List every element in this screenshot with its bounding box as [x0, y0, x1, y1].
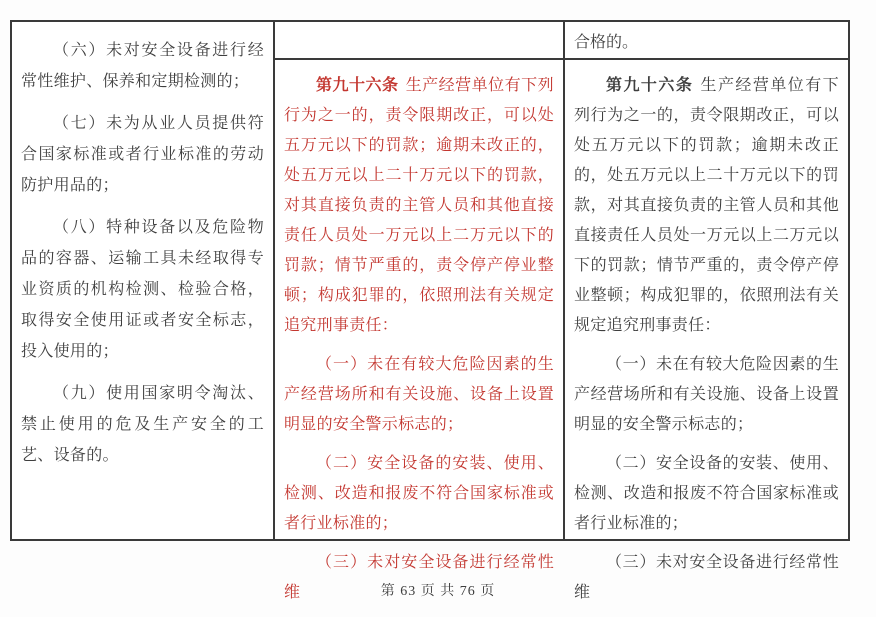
article-96-item-3-red: （三）未对安全设备进行经常性维 — [284, 554, 554, 601]
article-96-item-1-red: （一）未在有较大危险因素的生产经营场所和有关设施、设备上设置明显的安全警示标志的； — [284, 356, 554, 433]
article-96-intro-text-black: 生产经营单位有下列行为之一的，责令限期改正，可以处五万元以下的罚款；逾期未改正的，处五万元以上二十万元以下的罚款，对其直接负责的主管人员和其他直接责任人员处一万元以上二万元以下的罚款；情节严重的，责令停产停业整顿；构成犯罪的，依照刑法有关规定追究刑事责任： — [574, 77, 839, 334]
clause-8-paragraph: （八）特种设备以及危险物品的容器、运输工具未经取得专业资质的机构检测、检验合格，取得安全使用证或者安全标志，投入使用的； — [21, 219, 264, 360]
right-column — [565, 22, 848, 601]
right-article-cell — [565, 60, 848, 617]
page-footer: 第 63 页 共 76 页 — [380, 584, 496, 599]
article-96-item-2-black: （二）安全设备的安装、使用、检测、改造和报废不符合国家标准或者行业标准的； — [574, 455, 839, 532]
right-top-cell-text: 合格的。 — [574, 34, 639, 51]
article-96-item-1-black: （一）未在有较大危险因素的生产经营场所和有关设施、设备上设置明显的安全警示标志的； — [574, 356, 839, 433]
clause-6-paragraph: （六）未对安全设备进行经常性维护、保养和定期检测的； — [21, 42, 264, 90]
clause-7-paragraph: （七）未为从业人员提供符合国家标准或者行业标准的劳动防护用品的； — [21, 115, 264, 194]
article-96-number-black: 第九十六条 — [606, 77, 694, 94]
middle-top-cell — [275, 22, 563, 60]
article-96-item-3-black: （三）未对安全设备进行经常性维 — [574, 554, 839, 601]
article-96-intro-red — [284, 71, 554, 341]
article-96-intro-black — [574, 71, 839, 341]
right-top-cell — [565, 22, 848, 60]
left-column-cell — [12, 22, 275, 539]
article-96-intro-text-red: 生产经营单位有下列行为之一的，责令限期改正，可以处五万元以下的罚款；逾期未改正的，处五万元以上二十万元以下的罚款，对其直接负责的主管人员和其他直接责任人员处一万元以上二万元以下的罚款；情节严重的，责令停产停业整顿；构成犯罪的，依照刑法有关规定追究刑事责任： — [284, 77, 554, 334]
middle-article-cell — [275, 60, 563, 617]
clause-9-paragraph: （九）使用国家明令淘汰、禁止使用的危及生产安全的工艺、设备的。 — [21, 385, 264, 464]
article-96-number-red: 第九十六条 — [316, 77, 399, 94]
article-96-item-2-red: （二）安全设备的安装、使用、检测、改造和报废不符合国家标准或者行业标准的； — [284, 455, 554, 532]
